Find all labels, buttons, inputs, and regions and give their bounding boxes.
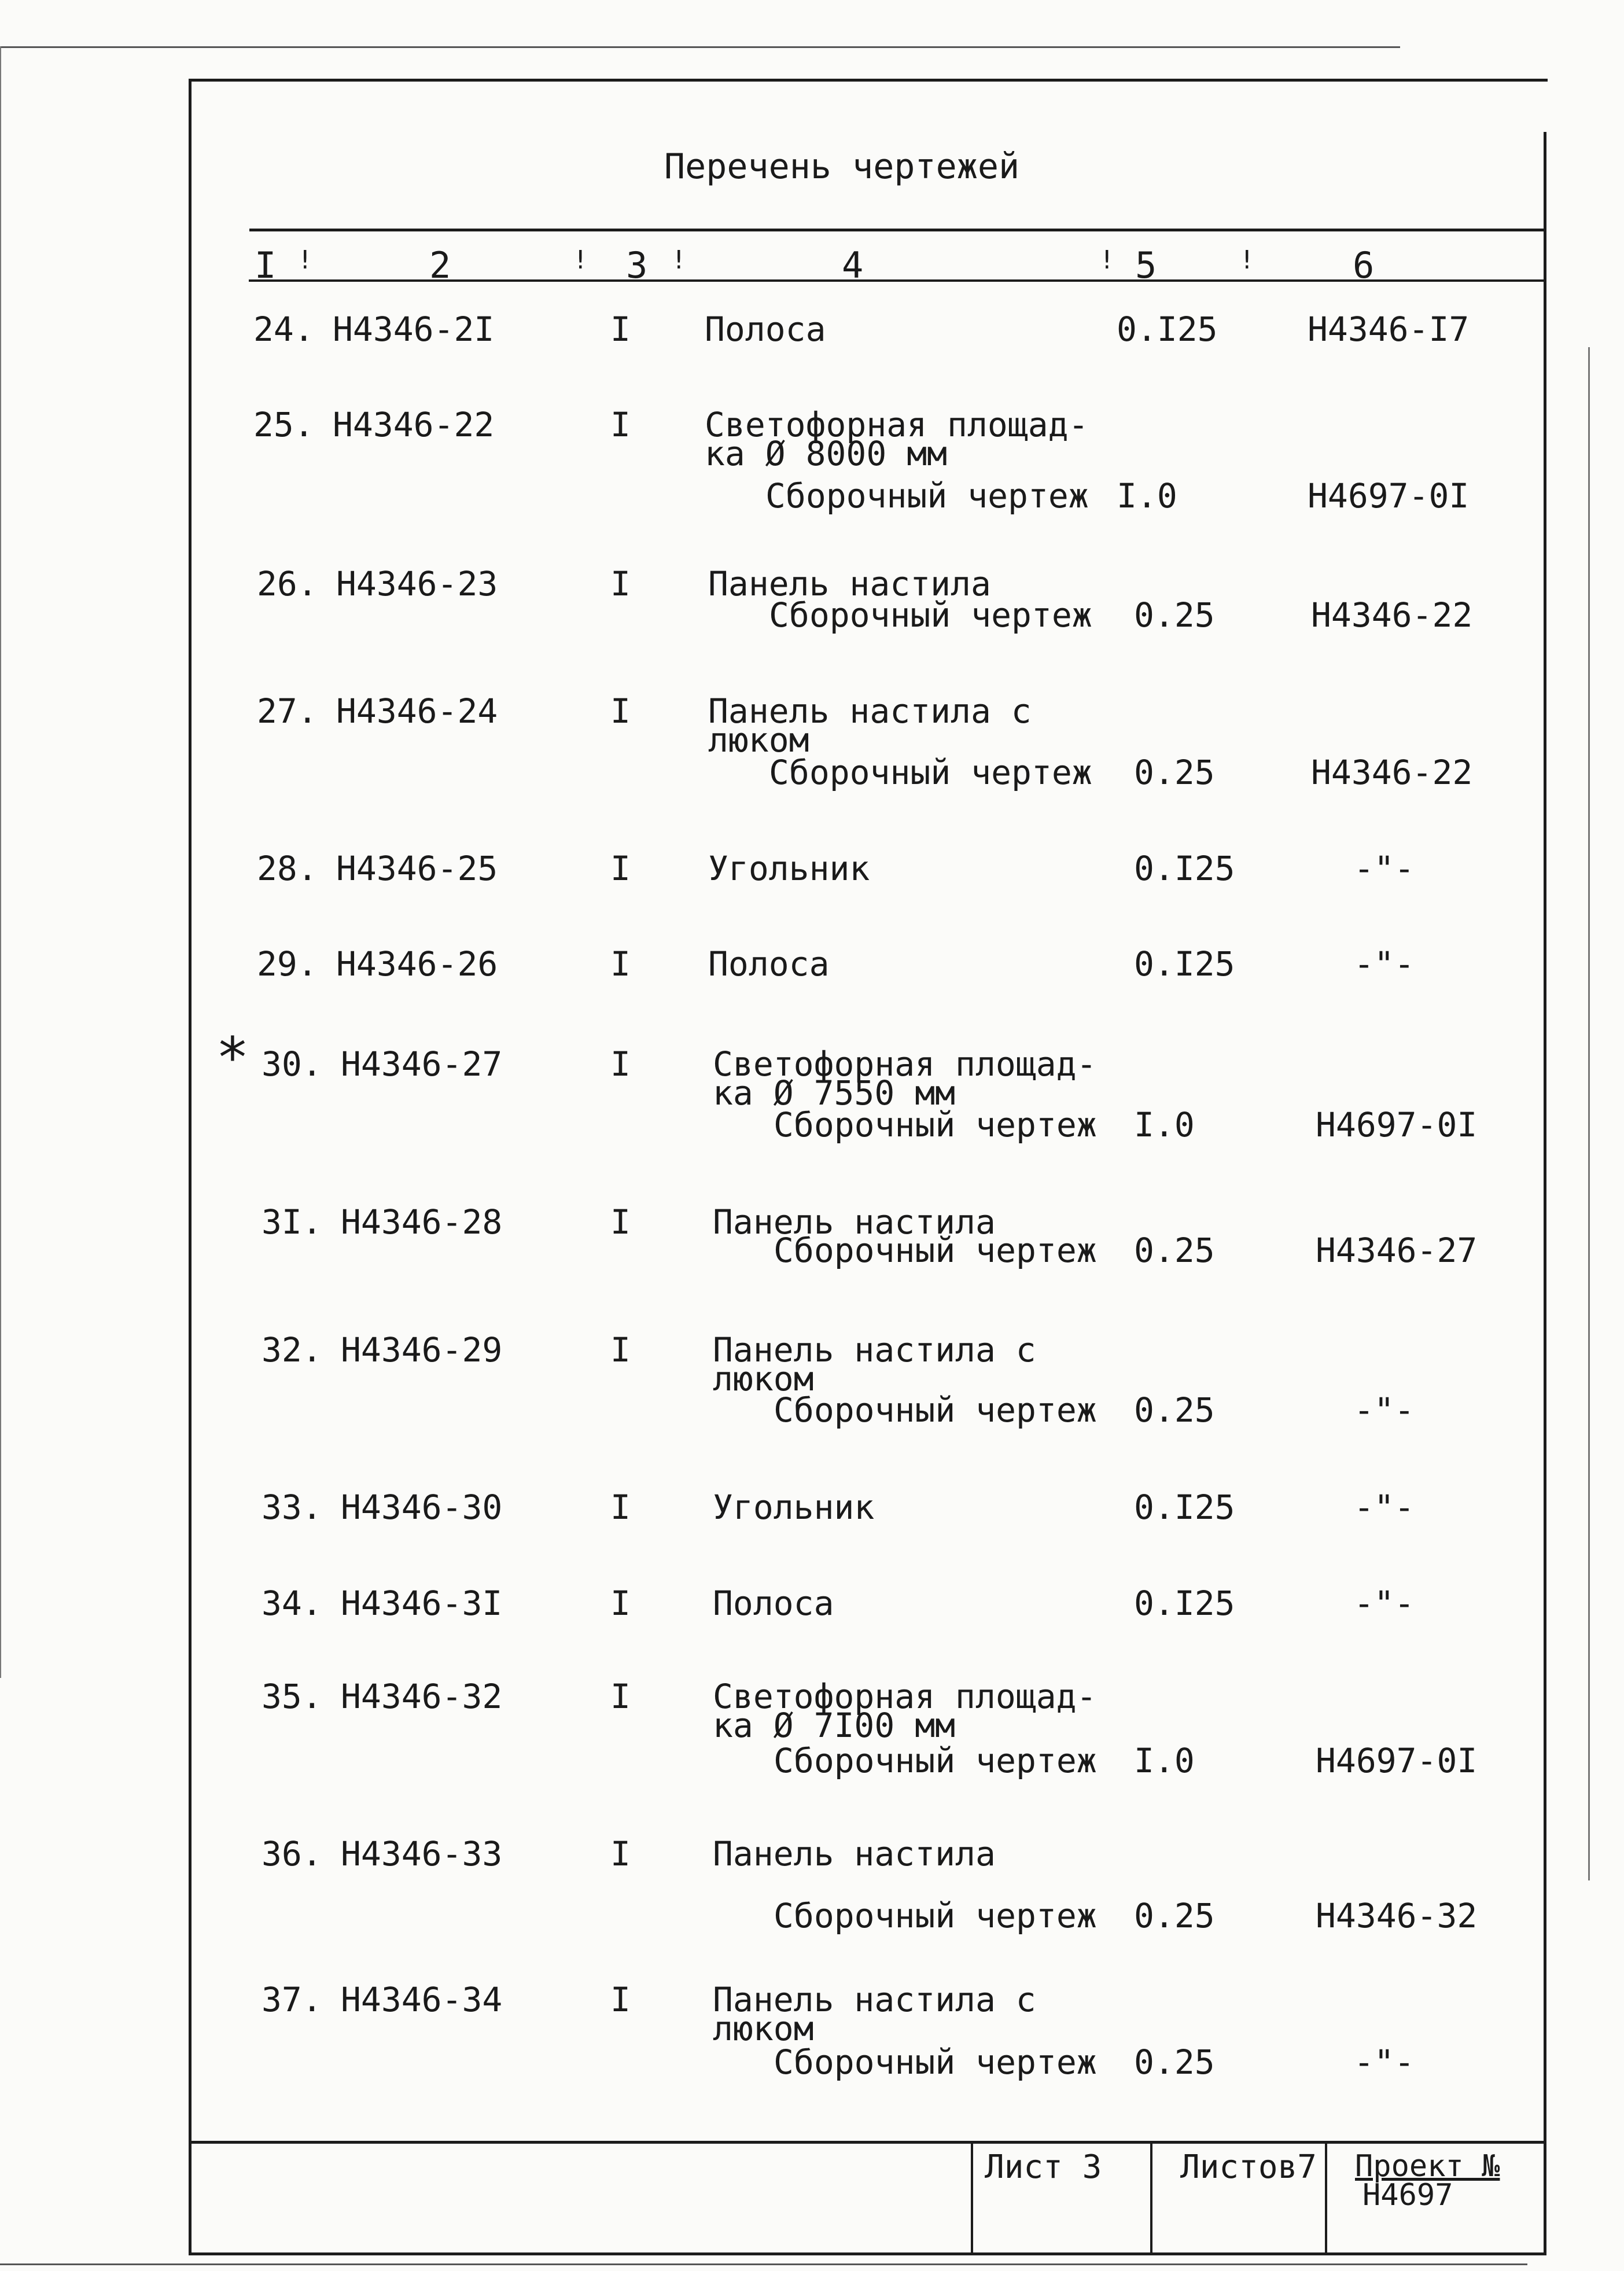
stamp-divider-3	[1325, 2143, 1327, 2254]
quantity: I	[610, 1044, 631, 1084]
reference-code: Н4697-0I	[1316, 1741, 1478, 1780]
row-number: 26.	[257, 564, 318, 603]
quantity: I	[610, 310, 631, 349]
reference-code: -"-	[1354, 2042, 1415, 2082]
drawing-code: Н4346-32	[341, 1677, 503, 1716]
assembly-drawing-label: Сборочный чертеж	[774, 1390, 1097, 1430]
header-col-4: 4	[842, 244, 864, 286]
weight-value: I.0	[1134, 1741, 1195, 1780]
weight-value: 0.25	[1134, 1390, 1215, 1430]
drawing-name: Светофорная площад-	[705, 405, 1089, 444]
assembly-drawing-label: Сборочный чертеж	[769, 595, 1092, 635]
weight-value: 0.I25	[1134, 944, 1235, 984]
frame-bottom	[189, 2252, 1546, 2255]
drawing-code: Н4346-2I	[333, 310, 495, 349]
drawing-code: Н4346-28	[341, 1202, 503, 1242]
stamp-divider-1	[971, 2143, 973, 2254]
right-edge-line	[1588, 347, 1590, 1880]
weight-value: I.0	[1117, 476, 1177, 516]
weight-value: 0.25	[1134, 1896, 1215, 1935]
drawing-code: Н4346-23	[336, 564, 498, 603]
drawing-name: люком	[708, 720, 809, 760]
drawing-name: Угольник	[713, 1488, 875, 1527]
drawing-name: ка Ø 7550 мм	[713, 1073, 956, 1113]
row-number: 29.	[257, 944, 318, 984]
row-number: 28.	[257, 849, 318, 888]
page-left-edge	[0, 46, 1, 1678]
drawing-code: Н4346-30	[341, 1488, 503, 1527]
assembly-drawing-label: Сборочный чертеж	[774, 2042, 1097, 2082]
page-title: Перечень чертежей	[664, 146, 1020, 187]
drawing-code: Н4346-29	[341, 1330, 503, 1370]
header-separator: !	[573, 245, 588, 275]
reference-code: Н4346-I7	[1308, 310, 1470, 349]
drawing-name: люком	[713, 1359, 814, 1398]
assembly-drawing-label: Сборочный чертеж	[774, 1231, 1097, 1270]
frame-top	[191, 79, 1548, 82]
reference-code: -"-	[1354, 1488, 1415, 1527]
row-number: 25.	[253, 405, 314, 444]
sheet-label: Лист 3	[985, 2148, 1102, 2186]
quantity: I	[610, 564, 631, 603]
project-label: Проект №	[1355, 2149, 1500, 2184]
header-col-3: 3	[626, 244, 648, 286]
row-number: 32.	[262, 1330, 322, 1370]
drawing-name: Панель настила	[713, 1202, 996, 1242]
quantity: I	[610, 1677, 631, 1716]
reference-code: Н4346-32	[1316, 1896, 1478, 1935]
drawing-code: Н4346-22	[333, 405, 495, 444]
weight-value: 0.I25	[1134, 1488, 1235, 1527]
drawing-name: Светофорная площад-	[713, 1677, 1097, 1716]
drawing-name: люком	[713, 2009, 814, 2048]
drawing-code: Н4346-26	[336, 944, 498, 984]
row-number: 34.	[262, 1584, 322, 1623]
drawing-name: ка Ø 7I00 мм	[713, 1706, 956, 1745]
top-edge-line-left	[0, 46, 1400, 48]
quantity: I	[610, 691, 631, 731]
quantity: I	[610, 944, 631, 984]
quantity: I	[610, 1584, 631, 1623]
sheets-count-label: Листов7	[1180, 2148, 1317, 2186]
weight-value: 0.25	[1134, 1231, 1215, 1270]
quantity: I	[610, 1488, 631, 1527]
drawing-code: Н4346-34	[341, 1980, 503, 2019]
quantity: I	[610, 405, 631, 444]
drawing-name: Полоса	[713, 1584, 834, 1623]
reference-code: -"-	[1354, 944, 1415, 984]
bottom-edge-line	[0, 2263, 1527, 2265]
weight-value: 0.I25	[1134, 1584, 1235, 1623]
row-number: 30.	[262, 1044, 322, 1084]
drawing-code: Н4346-33	[341, 1834, 503, 1874]
row-number: 3I.	[262, 1202, 322, 1242]
quantity: I	[610, 1202, 631, 1242]
reference-code: Н4697-0I	[1316, 1105, 1478, 1144]
weight-value: 0.25	[1134, 595, 1215, 635]
weight-value: 0.25	[1134, 2042, 1215, 2082]
quantity: I	[610, 1980, 631, 2019]
header-col-2: 2	[429, 244, 451, 286]
drawing-code: Н4346-25	[336, 849, 498, 888]
header-rule-top	[249, 229, 1545, 231]
row-number: 24.	[253, 310, 314, 349]
assembly-drawing-label: Сборочный чертеж	[774, 1741, 1097, 1780]
stamp-divider-2	[1150, 2143, 1152, 2254]
drawing-name: ка Ø 8000 мм	[705, 434, 948, 473]
weight-value: I.0	[1134, 1105, 1195, 1144]
weight-value: 0.I25	[1117, 310, 1218, 349]
assembly-drawing-label: Сборочный чертеж	[774, 1105, 1097, 1144]
header-separator: !	[297, 245, 313, 275]
drawing-name: Полоса	[705, 310, 826, 349]
drawing-code: Н4346-24	[336, 691, 498, 731]
frame-right	[1544, 132, 1546, 2254]
header-col-1: I	[255, 244, 277, 286]
drawing-name: Панель настила	[708, 564, 991, 603]
reference-code: -"-	[1354, 1584, 1415, 1623]
reference-code: Н4346-27	[1316, 1231, 1478, 1270]
drawing-name: Панель настила с	[713, 1980, 1036, 2019]
reference-code: -"-	[1354, 849, 1415, 888]
header-separator: !	[1099, 245, 1115, 275]
drawing-name: Полоса	[708, 944, 830, 984]
assembly-drawing-label: Сборочный чертеж	[774, 1896, 1097, 1935]
row-number: 33.	[262, 1488, 322, 1527]
drawing-name: Панель настила с	[708, 691, 1032, 731]
reference-code: Н4346-22	[1311, 595, 1473, 635]
quantity: I	[610, 1834, 631, 1874]
assembly-drawing-label: Сборочный чертеж	[765, 476, 1089, 516]
row-number: 27.	[257, 691, 318, 731]
header-separator: !	[671, 245, 687, 275]
drawing-name: Панель настила	[713, 1834, 996, 1874]
drawing-name: Угольник	[708, 849, 870, 888]
quantity: I	[610, 849, 631, 888]
row-number: 36.	[262, 1834, 322, 1874]
header-separator: !	[1239, 245, 1255, 275]
project-code: Н4697	[1362, 2178, 1453, 2213]
row-number: 35.	[262, 1677, 322, 1716]
drawing-code: Н4346-27	[341, 1044, 503, 1084]
drawing-name: Панель настила с	[713, 1330, 1036, 1370]
assembly-drawing-label: Сборочный чертеж	[769, 753, 1092, 792]
drawing-name: Светофорная площад-	[713, 1044, 1097, 1084]
header-col-6: 6	[1353, 244, 1375, 286]
drawing-code: Н4346-3I	[341, 1584, 503, 1623]
row-number: 37.	[262, 1980, 322, 2019]
weight-value: 0.25	[1134, 753, 1215, 792]
reference-code: -"-	[1354, 1390, 1415, 1430]
quantity: I	[610, 1330, 631, 1370]
stamp-rule	[191, 2141, 1545, 2144]
frame-left	[189, 79, 192, 2254]
weight-value: 0.I25	[1134, 849, 1235, 888]
header-col-5: 5	[1135, 244, 1157, 286]
asterisk-mark: *	[216, 1025, 249, 1090]
reference-code: Н4346-22	[1311, 753, 1473, 792]
reference-code: Н4697-0I	[1308, 476, 1470, 516]
